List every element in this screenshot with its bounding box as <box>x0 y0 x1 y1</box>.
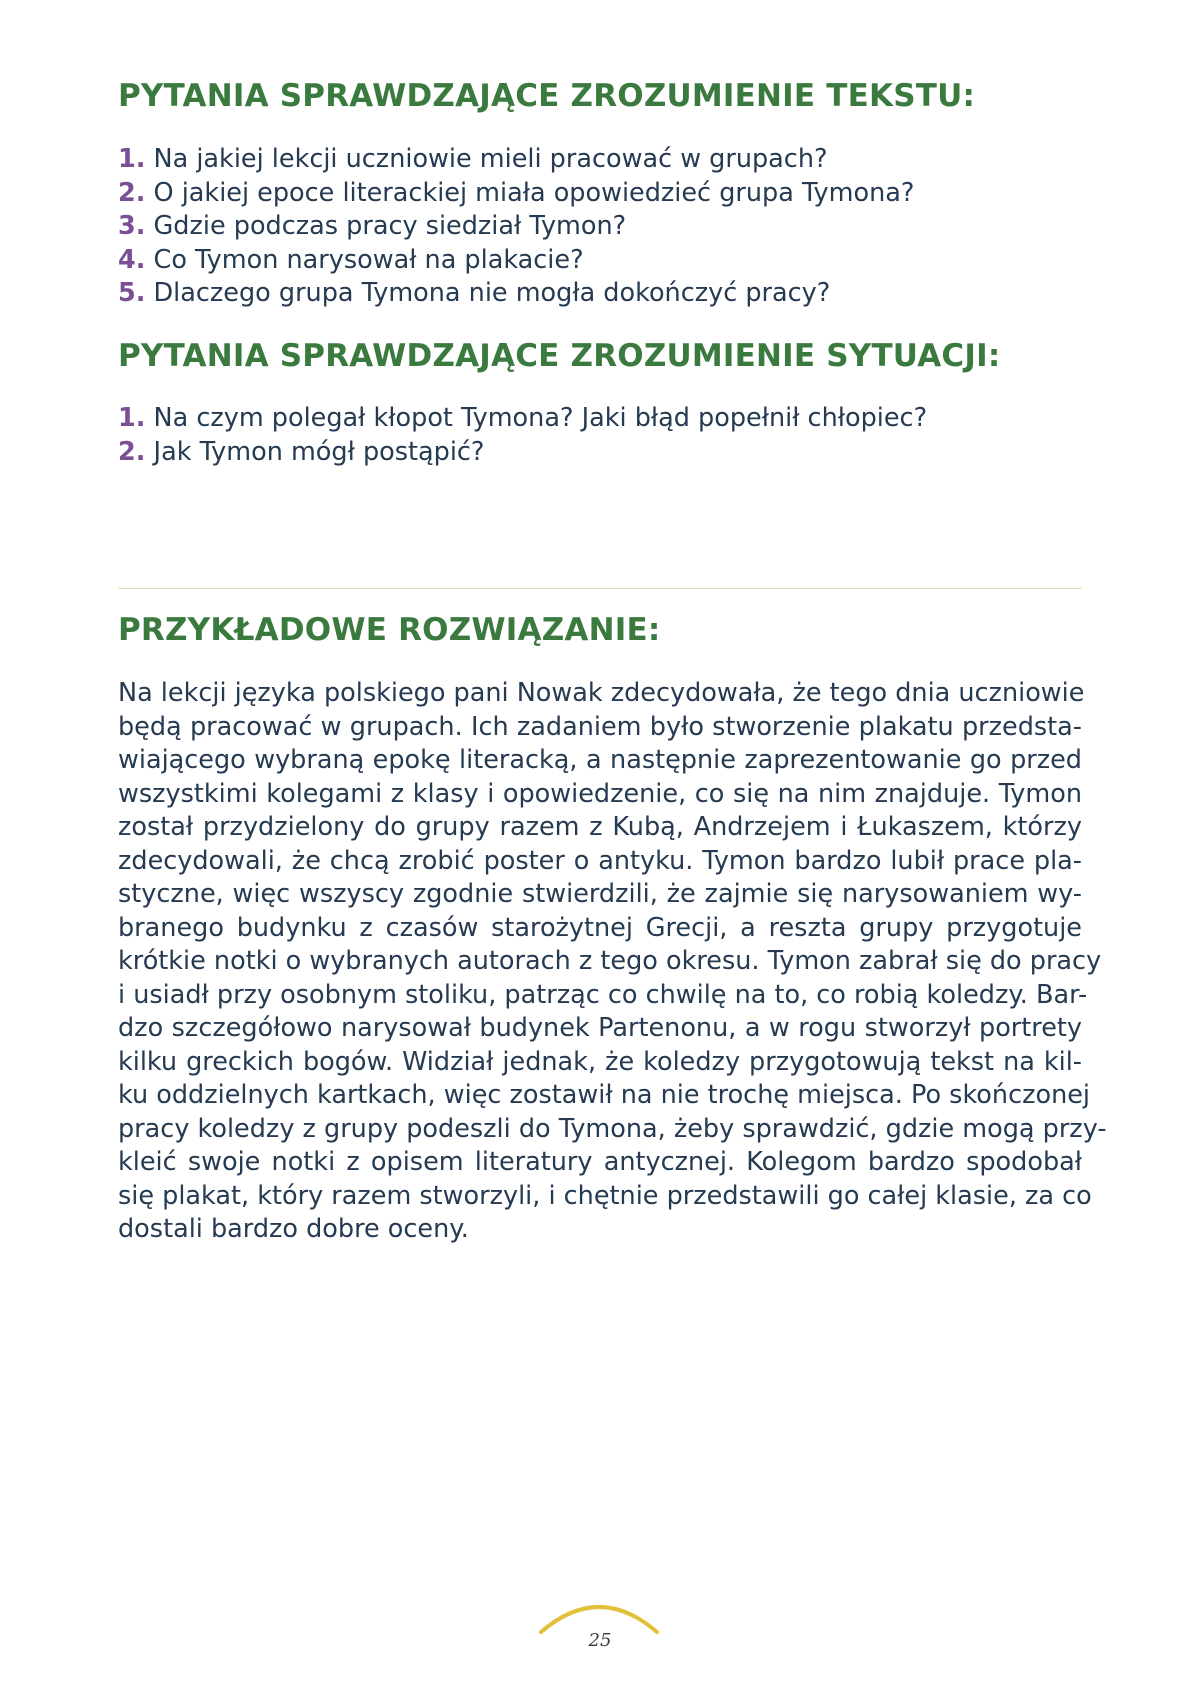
question-list-situation <box>118 402 927 469</box>
question-item <box>118 436 927 470</box>
question-number: 3. <box>118 211 146 241</box>
question-text: Jak Tymon mógł postąpić? <box>145 436 485 467</box>
paragraph-line: wszystkimi kolegami z klasy i opowiedzenie, co się na nim znajduje. Tymon <box>118 778 1082 809</box>
paragraph-line: został przydzielony do grupy razem z Kubą, Andrzejem i Łukaszem, którzy <box>118 812 1082 842</box>
question-number: 4. <box>118 244 146 275</box>
question-text: Na jakiej lekcji uczniowie mieli pracować w grupach? <box>145 144 828 174</box>
question-list-text <box>118 143 914 311</box>
paragraph-line: kilku greckich bogów. Widział jednak, że koledzy przygotowują tekst na kil- <box>118 1046 1082 1077</box>
question-number: 1. <box>118 403 146 433</box>
question-text: Na czym polegał kłopot Tymona? Jaki błąd popełnił chłopiec? <box>145 403 928 433</box>
question-text: Co Tymon narysował na plakacie? <box>145 244 584 275</box>
question-item <box>118 210 914 244</box>
paragraph-line: i usiadł przy osobnym stoliku, patrząc co chwilę na to, co robią koledzy. Bar- <box>118 979 1088 1010</box>
question-item <box>118 244 914 278</box>
question-text: O jakiej epoce literackiej miała opowiedzieć grupa Tymona? <box>145 177 915 208</box>
paragraph-line: kleić swoje notki z opisem literatury antycznej. Kolegom bardzo spodobał <box>118 1147 1082 1177</box>
question-number: 2. <box>118 436 146 467</box>
paragraph-line: się plakat, który razem stworzyli, i chętnie przedstawili go całej klasie, za co <box>118 1180 1092 1211</box>
question-item <box>118 402 927 436</box>
question-number: 2. <box>118 177 146 208</box>
paragraph-line: wiającego wybraną epokę literacką, a następnie zaprezentowanie go przed <box>118 745 1082 775</box>
page-number: 25 <box>588 1630 612 1651</box>
paragraph-line: krótkie notki o wybranych autorach z tego okresu. Tymon zabrał się do pracy <box>118 946 1102 976</box>
section-heading-example-solution: PRZYKŁADOWE ROZWIĄZANIE: <box>118 612 661 648</box>
question-text: Gdzie podczas pracy siedział Tymon? <box>145 211 627 241</box>
paragraph-line: ku oddzielnych kartkach, więc zostawił na nie trochę miejsca. Po skończonej <box>118 1080 1091 1110</box>
question-number: 5. <box>118 278 146 308</box>
paragraph-line: styczne, więc wszyscy zgodnie stwierdzili, że zajmie się narysowaniem wy- <box>118 879 1082 909</box>
paragraph-line: pracy koledzy z grupy podeszli do Tymona, żeby sprawdzić, gdzie mogą przy- <box>118 1113 1107 1144</box>
paragraph-line: będą pracować w grupach. Ich zadaniem było stworzenie plakatu przedsta- <box>118 711 1082 742</box>
question-item <box>118 277 914 311</box>
section-heading-text-comprehension: PYTANIA SPRAWDZAJĄCE ZROZUMIENIE TEKSTU: <box>118 78 976 114</box>
paragraph-line: zdecydowali, że chcą zrobić poster o antyku. Tymon bardzo lubił prace pla- <box>118 845 1082 876</box>
example-solution-paragraph <box>118 677 1107 1247</box>
question-number: 1. <box>118 144 146 174</box>
paragraph-line: dostali bardzo dobre oceny. <box>118 1214 469 1244</box>
question-item <box>118 143 914 177</box>
section-heading-situation-comprehension: PYTANIA SPRAWDZAJĄCE ZROZUMIENIE SYTUACJI: <box>118 338 1001 374</box>
question-item <box>118 177 914 211</box>
section-divider <box>118 588 1082 589</box>
paragraph-line: Na lekcji języka polskiego pani Nowak zdecydowała, że tego dnia uczniowie <box>118 678 1085 708</box>
paragraph-line: branego budynku z czasów starożytnej Grecji, a reszta grupy przygotuje <box>118 912 1082 943</box>
question-text: Dlaczego grupa Tymona nie mogła dokończyć pracy? <box>145 278 831 308</box>
paragraph-line: dzo szczegółowo narysował budynek Partenonu, a w rogu stworzył portrety <box>118 1013 1082 1043</box>
